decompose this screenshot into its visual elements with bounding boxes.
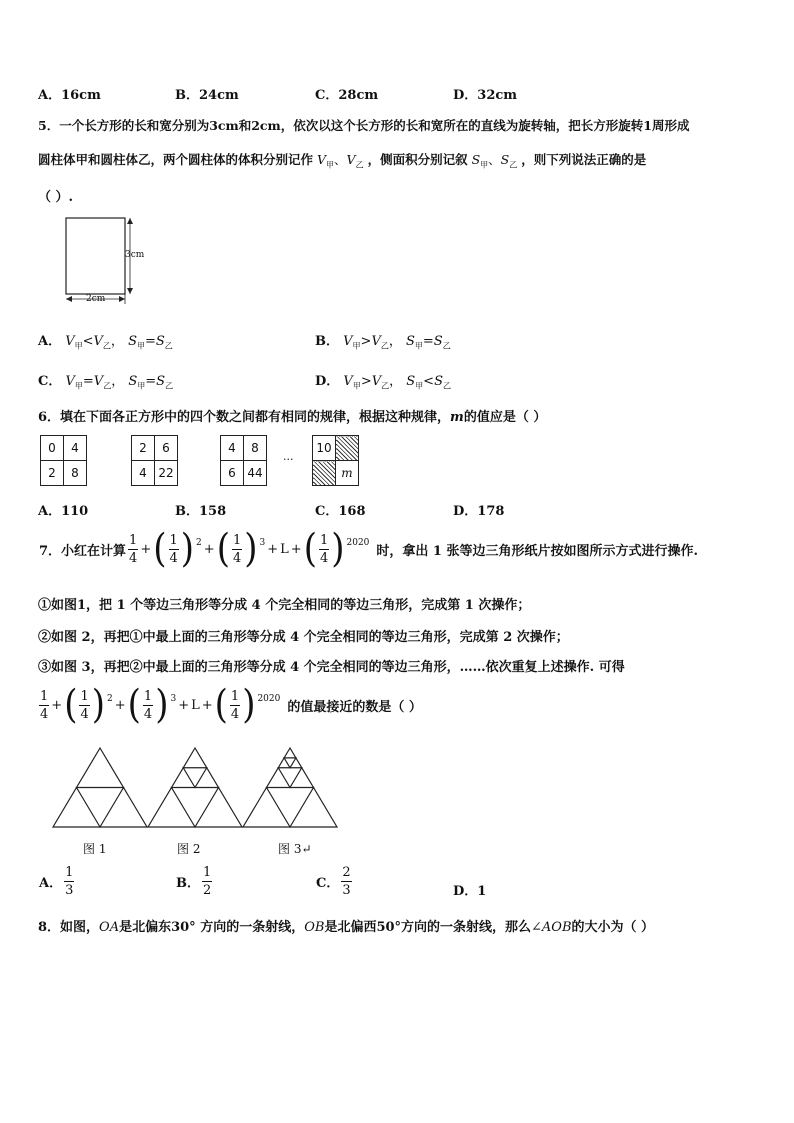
q8-question: 8．如图，OA是北偏东30° 方向的一条射线，OB是北偏西50°方向的一条射线，那么∠AOB的大小为（ ） [38,920,655,935]
q6-option-a: A．110 [38,504,89,519]
cell: 8 [64,461,87,486]
q5-line1: 5．一个长方形的长和宽分别为3cm和2cm，依次以这个长方形的长和宽所在的直线为旋转轴，把长方形旋转1周形成 [38,118,690,133]
cell: 2 [132,436,155,461]
hatched-cell [336,436,359,461]
q4-option-b: B．24cm [175,88,239,103]
cell: 44 [244,461,267,486]
q6-option-d: D．178 [453,504,505,519]
fig1-label: 图 1 [83,842,107,856]
q6-option-c: C．168 [315,504,366,519]
q6-square-2 [131,435,178,486]
q7-step2: ②如图 2，再把①中最上面的三角形等分成 4 个完全相同的等边三角形，完成第 2 次操作； [38,630,569,645]
fig2-label: 图 2 [177,842,201,856]
q7-expression: $\frac{1}{4}$ + ( $\frac{1}{4}$ ) 2 + ( $\frac{1}{4}$ ) 3 + L + ( $\frac{1}{4}$ ) 2020 的值最接近的数是（ ） [40,682,422,728]
cell: 8 [244,436,267,461]
cell: 6 [155,436,178,461]
q5-option-a: A． $V_甲<V_乙$， $S_甲=S_乙$ [38,334,173,351]
q7-step1: ①如图1，把 1 个等边三角形等分成 4 个完全相同的等边三角形，完成第 1 次操作； [38,598,531,613]
q5-line3: （ ）. [38,190,74,205]
q6-question: 6．填在下面各正方形中的四个数之间都有相同的规律，根据这种规律，m的值应是（ ） [38,410,547,425]
cell-m: m [336,461,359,486]
q5-option-c: C． $V_甲=V_乙$， $S_甲=S_乙$ [38,374,174,391]
hatched-cell [313,461,336,486]
q5-width-label: 2cm [86,294,106,304]
q5-option-d: D． $V_甲>V_乙$， $S_甲<S_乙$ [315,374,451,391]
q7-step3: ③如图 3，再把②中最上面的三角形等分成 4 个完全相同的等边三角形，……依次重复上述操作. 可得 [38,660,625,675]
q7-option-b: B． $\frac{1}{2}$ [176,865,212,898]
cell: 10 [313,436,336,461]
q4-option-a: A．16cm [38,88,101,103]
cell: 6 [221,461,244,486]
q5-rectangle-figure [55,212,165,312]
q7-option-c: C． $\frac{2}{3}$ [316,865,351,898]
q5-height-label: 3cm [125,250,145,260]
cell: 0 [41,436,64,461]
q4-option-c: C．28cm [315,88,379,103]
q7-triangle-figures [50,745,350,830]
q7-option-a: A． $\frac{1}{3}$ [39,865,74,898]
q5-option-b: B． $V_甲>V_乙$， $S_甲=S_乙$ [315,334,451,351]
cell: 4 [221,436,244,461]
q6-ellipsis: ··· [283,453,294,466]
cell: 22 [155,461,178,486]
q6-option-b: B．158 [175,504,227,519]
fraction: $\frac{1}{4}$ [129,532,138,566]
fig3-label: 图 3↵ [278,842,312,856]
cell: 4 [132,461,155,486]
q6-square-3 [220,435,267,486]
q7-option-d: D．1 [453,884,487,899]
q7-intro: 7．小红在计算 $\frac{1}{4}$ + ( $\frac{1}{4}$ ) 2 + ( $\frac{1}{4}$ ) 3 + L + ( $\frac{1}{4}$ ) 2020 时，拿出 1 张等边三角形纸片按如图所示方式进行操作. [39,526,699,572]
q5-line2: 圆柱体甲和圆柱体乙，两个圆柱体的体积分别记作 $V_甲$、$V_乙$ ，侧面积分别记叙 $S_甲$、$S_乙$ ，则下列说法正确的是 [38,152,647,170]
cell: 4 [64,436,87,461]
cell: 2 [41,461,64,486]
q6-square-4 [312,435,359,486]
q6-square-1 [40,435,87,486]
q4-option-d: D．32cm [453,88,518,103]
